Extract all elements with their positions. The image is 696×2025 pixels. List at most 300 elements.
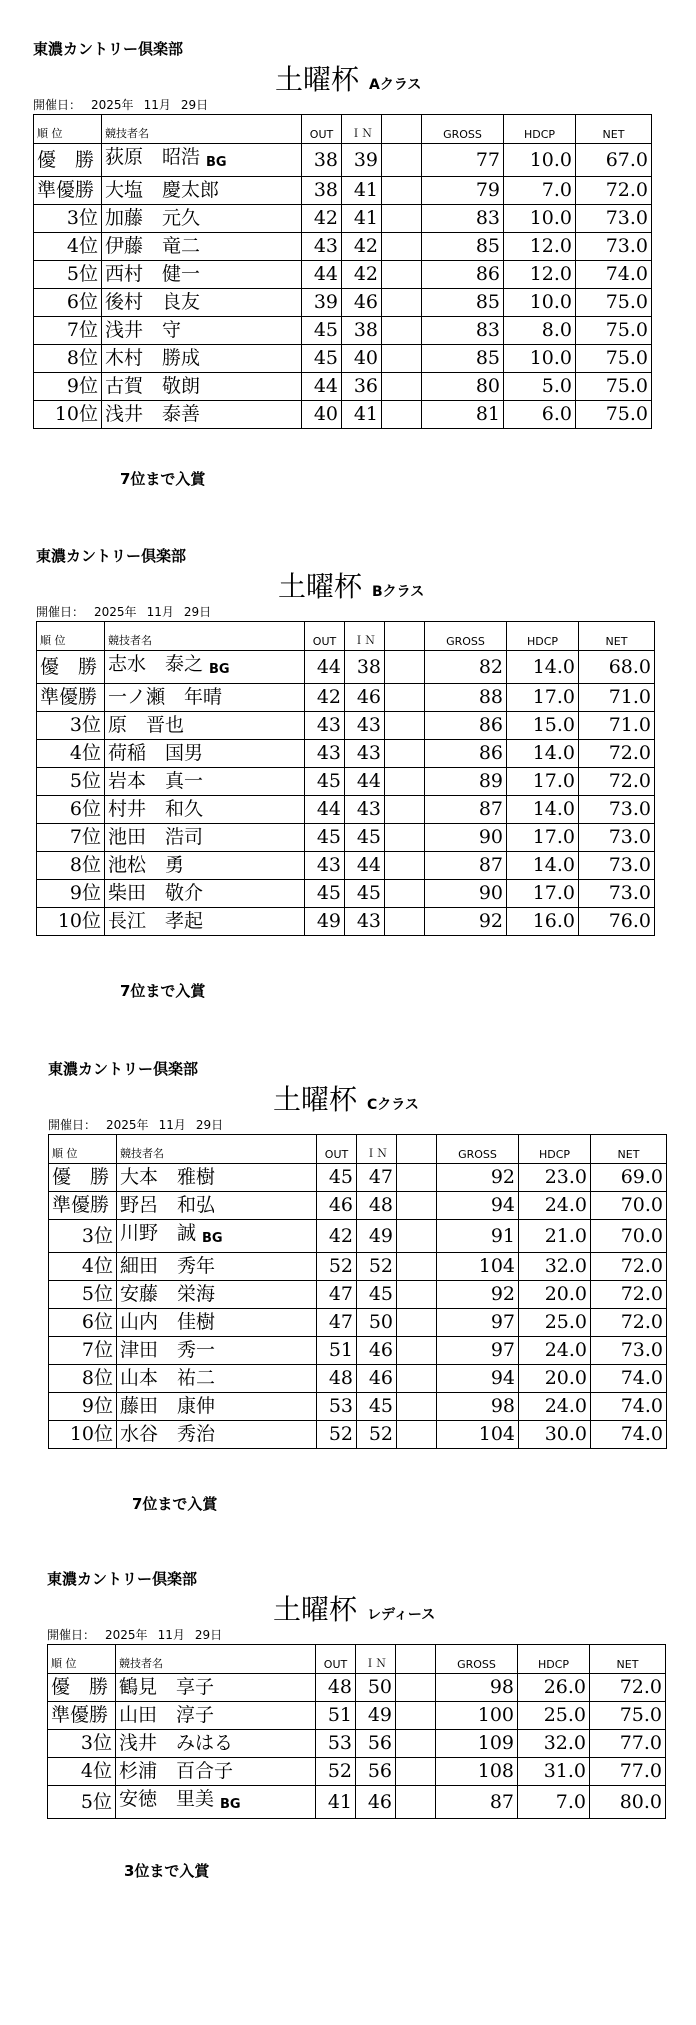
gross-cell: 85 bbox=[422, 289, 504, 317]
out-cell: 49 bbox=[305, 908, 345, 936]
net-cell: 80.0 bbox=[590, 1786, 666, 1819]
hdcp-cell: 26.0 bbox=[518, 1674, 590, 1702]
event-date bbox=[36, 603, 221, 620]
player-cell bbox=[102, 317, 302, 345]
class-label: Aクラス bbox=[369, 77, 422, 93]
rank-cell: 優 勝 bbox=[37, 651, 105, 684]
in-cell: 46 bbox=[357, 1365, 397, 1393]
bg-badge: BG bbox=[220, 1797, 241, 1812]
tournament-name: 土曜杯 bbox=[278, 570, 363, 603]
net-cell: 74.0 bbox=[591, 1421, 667, 1449]
rank-cell: 準優勝 bbox=[49, 1192, 117, 1220]
rank-cell: 8位 bbox=[49, 1365, 117, 1393]
player-name: 野呂 和弘 bbox=[120, 1194, 216, 1216]
blank-cell bbox=[382, 401, 422, 429]
net-cell: 72.0 bbox=[591, 1253, 667, 1281]
out-cell: 43 bbox=[305, 712, 345, 740]
header-hdcp: HDCP bbox=[507, 622, 579, 651]
player-name: 後村 良友 bbox=[105, 291, 201, 313]
table-row bbox=[34, 233, 652, 261]
out-cell: 52 bbox=[316, 1758, 356, 1786]
in-cell: 41 bbox=[342, 205, 382, 233]
rank-cell: 7位 bbox=[37, 824, 105, 852]
header-out: OUT bbox=[316, 1645, 356, 1674]
net-cell: 75.0 bbox=[590, 1702, 666, 1730]
net-cell: 74.0 bbox=[576, 261, 652, 289]
player-cell bbox=[105, 852, 305, 880]
rank-cell: 優 勝 bbox=[34, 144, 102, 177]
hdcp-cell: 10.0 bbox=[504, 144, 576, 177]
player-cell bbox=[102, 177, 302, 205]
table-row bbox=[49, 1281, 667, 1309]
date-month: 11月 bbox=[158, 1118, 186, 1132]
table-row bbox=[49, 1421, 667, 1449]
out-cell: 42 bbox=[305, 684, 345, 712]
gross-cell: 83 bbox=[422, 205, 504, 233]
header-gross: GROSS bbox=[422, 115, 504, 144]
blank-cell bbox=[397, 1365, 437, 1393]
rank-cell: 3位 bbox=[48, 1730, 116, 1758]
table-row bbox=[48, 1758, 666, 1786]
rank-cell: 10位 bbox=[34, 401, 102, 429]
hdcp-cell: 8.0 bbox=[504, 317, 576, 345]
header-gross: GROSS bbox=[436, 1645, 518, 1674]
hdcp-cell: 7.0 bbox=[518, 1786, 590, 1819]
hdcp-cell: 14.0 bbox=[507, 796, 579, 824]
rank-cell: 3位 bbox=[49, 1220, 117, 1253]
table-row bbox=[49, 1393, 667, 1421]
hdcp-cell: 24.0 bbox=[519, 1393, 591, 1421]
gross-cell: 94 bbox=[437, 1192, 519, 1220]
hdcp-cell: 6.0 bbox=[504, 401, 576, 429]
date-year: 2025年 bbox=[105, 1628, 148, 1642]
date-label: 開催日： bbox=[33, 98, 82, 112]
rank-cell: 4位 bbox=[37, 740, 105, 768]
club-name: 東濃カントリー倶楽部 bbox=[47, 1570, 198, 1588]
gross-cell: 87 bbox=[436, 1786, 518, 1819]
gross-cell: 97 bbox=[437, 1309, 519, 1337]
gross-cell: 86 bbox=[425, 712, 507, 740]
out-cell: 42 bbox=[317, 1220, 357, 1253]
hdcp-cell: 12.0 bbox=[504, 233, 576, 261]
player-cell bbox=[102, 345, 302, 373]
blank-cell bbox=[397, 1309, 437, 1337]
player-name: 古賀 敬朗 bbox=[105, 375, 201, 397]
gross-cell: 92 bbox=[437, 1281, 519, 1309]
in-cell: 45 bbox=[357, 1281, 397, 1309]
out-cell: 44 bbox=[302, 261, 342, 289]
player-cell bbox=[105, 768, 305, 796]
net-cell: 75.0 bbox=[576, 401, 652, 429]
in-cell: 52 bbox=[357, 1253, 397, 1281]
out-cell: 45 bbox=[305, 824, 345, 852]
gross-cell: 91 bbox=[437, 1220, 519, 1253]
table-row bbox=[34, 205, 652, 233]
blank-cell bbox=[385, 684, 425, 712]
out-cell: 53 bbox=[316, 1730, 356, 1758]
player-cell bbox=[116, 1758, 316, 1786]
table-row bbox=[34, 345, 652, 373]
header-net: NET bbox=[579, 622, 655, 651]
tournament-name: 土曜杯 bbox=[273, 1083, 358, 1116]
player-name: 池田 浩司 bbox=[108, 826, 204, 848]
hdcp-cell: 20.0 bbox=[519, 1281, 591, 1309]
header-in: ＩＮ bbox=[342, 115, 382, 144]
player-cell bbox=[102, 233, 302, 261]
hdcp-cell: 16.0 bbox=[507, 908, 579, 936]
player-name: 安藤 栄海 bbox=[120, 1283, 216, 1305]
player-name: 安徳 里美 bbox=[119, 1788, 215, 1810]
player-cell bbox=[102, 205, 302, 233]
player-cell bbox=[105, 824, 305, 852]
date-label: 開催日： bbox=[48, 1118, 97, 1132]
table-row bbox=[49, 1192, 667, 1220]
tournament-name: 土曜杯 bbox=[275, 63, 360, 96]
blank-cell bbox=[382, 373, 422, 401]
in-cell: 43 bbox=[345, 740, 385, 768]
hdcp-cell: 25.0 bbox=[518, 1702, 590, 1730]
net-cell: 72.0 bbox=[591, 1281, 667, 1309]
blank-cell bbox=[382, 144, 422, 177]
player-cell bbox=[117, 1192, 317, 1220]
hdcp-cell: 24.0 bbox=[519, 1192, 591, 1220]
in-cell: 43 bbox=[345, 908, 385, 936]
rank-cell: 3位 bbox=[37, 712, 105, 740]
date-year: 2025年 bbox=[94, 605, 137, 619]
player-cell bbox=[117, 1365, 317, 1393]
in-cell: 49 bbox=[356, 1702, 396, 1730]
player-name: 荷稲 国男 bbox=[108, 742, 204, 764]
out-cell: 44 bbox=[305, 796, 345, 824]
blank-cell bbox=[382, 317, 422, 345]
out-cell: 44 bbox=[302, 373, 342, 401]
player-cell bbox=[116, 1702, 316, 1730]
net-cell: 70.0 bbox=[591, 1192, 667, 1220]
player-cell bbox=[117, 1309, 317, 1337]
in-cell: 44 bbox=[345, 768, 385, 796]
table-row bbox=[37, 852, 655, 880]
out-cell: 43 bbox=[305, 740, 345, 768]
out-cell: 45 bbox=[302, 317, 342, 345]
out-cell: 38 bbox=[302, 177, 342, 205]
player-cell bbox=[102, 373, 302, 401]
in-cell: 38 bbox=[345, 651, 385, 684]
player-name: 鶴見 享子 bbox=[119, 1676, 215, 1698]
out-cell: 53 bbox=[317, 1393, 357, 1421]
player-cell bbox=[117, 1164, 317, 1192]
in-cell: 56 bbox=[356, 1758, 396, 1786]
prize-note: 7位まで入賞 bbox=[132, 1495, 218, 1513]
player-name: 一ノ瀬 年晴 bbox=[108, 686, 223, 708]
net-cell: 75.0 bbox=[576, 317, 652, 345]
table-row bbox=[34, 144, 652, 177]
blank-cell bbox=[382, 205, 422, 233]
out-cell: 51 bbox=[317, 1337, 357, 1365]
blank-cell bbox=[385, 796, 425, 824]
in-cell: 42 bbox=[342, 233, 382, 261]
rank-cell: 8位 bbox=[37, 852, 105, 880]
gross-cell: 98 bbox=[437, 1393, 519, 1421]
date-label: 開催日： bbox=[47, 1628, 96, 1642]
hdcp-cell: 17.0 bbox=[507, 824, 579, 852]
table-row bbox=[49, 1253, 667, 1281]
player-cell bbox=[117, 1220, 317, 1253]
net-cell: 74.0 bbox=[591, 1365, 667, 1393]
table-row bbox=[34, 261, 652, 289]
in-cell: 46 bbox=[345, 684, 385, 712]
hdcp-cell: 24.0 bbox=[519, 1337, 591, 1365]
table-row bbox=[37, 684, 655, 712]
blank-cell bbox=[385, 908, 425, 936]
in-cell: 36 bbox=[342, 373, 382, 401]
player-name: 山内 佳樹 bbox=[120, 1311, 216, 1333]
rank-cell: 準優勝 bbox=[48, 1702, 116, 1730]
net-cell: 73.0 bbox=[576, 233, 652, 261]
blank-cell bbox=[396, 1786, 436, 1819]
hdcp-cell: 32.0 bbox=[519, 1253, 591, 1281]
net-cell: 73.0 bbox=[579, 880, 655, 908]
table-header-row bbox=[49, 1135, 667, 1164]
rank-cell: 5位 bbox=[37, 768, 105, 796]
club-name: 東濃カントリー倶楽部 bbox=[36, 547, 187, 565]
gross-cell: 87 bbox=[425, 852, 507, 880]
out-cell: 47 bbox=[317, 1309, 357, 1337]
tournament-title bbox=[275, 58, 421, 98]
header-name: 競技者名 bbox=[116, 1645, 316, 1674]
net-cell: 75.0 bbox=[576, 289, 652, 317]
blank-cell bbox=[397, 1192, 437, 1220]
blank-cell bbox=[385, 768, 425, 796]
player-name: 岩本 真一 bbox=[108, 770, 204, 792]
player-cell bbox=[102, 261, 302, 289]
player-cell bbox=[116, 1730, 316, 1758]
gross-cell: 108 bbox=[436, 1758, 518, 1786]
header-out: OUT bbox=[305, 622, 345, 651]
table-row bbox=[48, 1674, 666, 1702]
hdcp-cell: 17.0 bbox=[507, 684, 579, 712]
blank-cell bbox=[382, 345, 422, 373]
net-cell: 68.0 bbox=[579, 651, 655, 684]
in-cell: 41 bbox=[342, 177, 382, 205]
rank-cell: 6位 bbox=[34, 289, 102, 317]
table-row bbox=[37, 768, 655, 796]
blank-cell bbox=[385, 824, 425, 852]
player-name: 西村 健一 bbox=[105, 263, 201, 285]
blank-cell bbox=[385, 651, 425, 684]
date-day: 29日 bbox=[194, 1628, 223, 1642]
class-label: Bクラス bbox=[372, 584, 425, 600]
player-name: 山本 祐二 bbox=[120, 1367, 216, 1389]
gross-cell: 109 bbox=[436, 1730, 518, 1758]
gross-cell: 92 bbox=[437, 1164, 519, 1192]
rank-cell: 4位 bbox=[48, 1758, 116, 1786]
class-label: Cクラス bbox=[367, 1097, 419, 1113]
player-cell bbox=[105, 684, 305, 712]
header-name: 競技者名 bbox=[102, 115, 302, 144]
in-cell: 52 bbox=[357, 1421, 397, 1449]
table-header-row bbox=[37, 622, 655, 651]
blank-cell bbox=[396, 1702, 436, 1730]
blank-cell bbox=[396, 1730, 436, 1758]
player-cell bbox=[117, 1393, 317, 1421]
header-rank: 順 位 bbox=[34, 115, 102, 144]
hdcp-cell: 10.0 bbox=[504, 345, 576, 373]
hdcp-cell: 10.0 bbox=[504, 289, 576, 317]
in-cell: 47 bbox=[357, 1164, 397, 1192]
in-cell: 46 bbox=[356, 1786, 396, 1819]
hdcp-cell: 30.0 bbox=[519, 1421, 591, 1449]
in-cell: 48 bbox=[357, 1192, 397, 1220]
player-cell bbox=[117, 1421, 317, 1449]
out-cell: 43 bbox=[302, 233, 342, 261]
out-cell: 52 bbox=[317, 1421, 357, 1449]
bg-badge: BG bbox=[209, 662, 230, 677]
results-table bbox=[48, 1134, 667, 1449]
table-row bbox=[48, 1786, 666, 1819]
net-cell: 72.0 bbox=[576, 177, 652, 205]
date-label: 開催日： bbox=[36, 605, 85, 619]
event-date bbox=[33, 96, 218, 113]
net-cell: 73.0 bbox=[579, 796, 655, 824]
gross-cell: 94 bbox=[437, 1365, 519, 1393]
player-name: 浅井 みはる bbox=[119, 1732, 234, 1754]
out-cell: 45 bbox=[317, 1164, 357, 1192]
results-table bbox=[36, 621, 655, 936]
header-in: ＩＮ bbox=[345, 622, 385, 651]
player-cell bbox=[105, 880, 305, 908]
table-row bbox=[48, 1702, 666, 1730]
date-year: 2025年 bbox=[106, 1118, 149, 1132]
player-name: 杉浦 百合子 bbox=[119, 1760, 234, 1782]
player-name: 藤田 康伸 bbox=[120, 1395, 216, 1417]
hdcp-cell: 31.0 bbox=[518, 1758, 590, 1786]
header-in: ＩＮ bbox=[357, 1135, 397, 1164]
header-net: NET bbox=[590, 1645, 666, 1674]
net-cell: 76.0 bbox=[579, 908, 655, 936]
net-cell: 73.0 bbox=[579, 852, 655, 880]
net-cell: 75.0 bbox=[576, 373, 652, 401]
rank-cell: 準優勝 bbox=[37, 684, 105, 712]
net-cell: 72.0 bbox=[579, 768, 655, 796]
table-row bbox=[37, 824, 655, 852]
blank-cell bbox=[385, 740, 425, 768]
table-row bbox=[49, 1164, 667, 1192]
out-cell: 52 bbox=[317, 1253, 357, 1281]
prize-note: 7位まで入賞 bbox=[120, 982, 206, 1000]
out-cell: 45 bbox=[302, 345, 342, 373]
rank-cell: 優 勝 bbox=[48, 1674, 116, 1702]
player-cell bbox=[117, 1337, 317, 1365]
out-cell: 48 bbox=[317, 1365, 357, 1393]
player-name: 水谷 秀治 bbox=[120, 1423, 216, 1445]
header-hdcp: HDCP bbox=[518, 1645, 590, 1674]
blank-cell bbox=[382, 177, 422, 205]
class-label: レディース bbox=[367, 1607, 436, 1623]
out-cell: 39 bbox=[302, 289, 342, 317]
in-cell: 41 bbox=[342, 401, 382, 429]
prize-note: 3位まで入賞 bbox=[124, 1862, 210, 1880]
hdcp-cell: 21.0 bbox=[519, 1220, 591, 1253]
blank-cell bbox=[396, 1758, 436, 1786]
net-cell: 73.0 bbox=[591, 1337, 667, 1365]
out-cell: 38 bbox=[302, 144, 342, 177]
player-name: 木村 勝成 bbox=[105, 347, 201, 369]
out-cell: 48 bbox=[316, 1674, 356, 1702]
tournament-title bbox=[273, 1588, 435, 1628]
date-month: 11月 bbox=[143, 98, 171, 112]
header-name: 競技者名 bbox=[117, 1135, 317, 1164]
tournament-name: 土曜杯 bbox=[273, 1593, 358, 1626]
tournament-title bbox=[273, 1078, 419, 1118]
out-cell: 45 bbox=[305, 880, 345, 908]
player-name: 伊藤 竜二 bbox=[105, 235, 201, 257]
player-name: 大本 雅樹 bbox=[120, 1166, 216, 1188]
rank-cell: 優 勝 bbox=[49, 1164, 117, 1192]
player-cell bbox=[117, 1281, 317, 1309]
rank-cell: 4位 bbox=[49, 1253, 117, 1281]
net-cell: 77.0 bbox=[590, 1730, 666, 1758]
in-cell: 45 bbox=[345, 824, 385, 852]
player-name: 池松 勇 bbox=[108, 854, 185, 876]
rank-cell: 8位 bbox=[34, 345, 102, 373]
player-cell bbox=[102, 289, 302, 317]
player-cell bbox=[102, 401, 302, 429]
header-blank bbox=[385, 622, 425, 651]
rank-cell: 9位 bbox=[34, 373, 102, 401]
player-cell bbox=[116, 1786, 316, 1819]
out-cell: 43 bbox=[305, 852, 345, 880]
header-net: NET bbox=[591, 1135, 667, 1164]
player-name: 浅井 泰善 bbox=[105, 403, 201, 425]
rank-cell: 6位 bbox=[37, 796, 105, 824]
player-name: 細田 秀年 bbox=[120, 1255, 216, 1277]
player-name: 村井 和久 bbox=[108, 798, 204, 820]
blank-cell bbox=[397, 1281, 437, 1309]
in-cell: 43 bbox=[345, 796, 385, 824]
hdcp-cell: 5.0 bbox=[504, 373, 576, 401]
blank-cell bbox=[382, 261, 422, 289]
blank-cell bbox=[385, 712, 425, 740]
in-cell: 50 bbox=[356, 1674, 396, 1702]
table-row bbox=[34, 401, 652, 429]
results-table bbox=[33, 114, 652, 429]
table-row bbox=[34, 317, 652, 345]
hdcp-cell: 23.0 bbox=[519, 1164, 591, 1192]
player-name: 大塩 慶太郎 bbox=[105, 179, 220, 201]
event-date bbox=[48, 1116, 233, 1133]
player-cell bbox=[105, 712, 305, 740]
in-cell: 50 bbox=[357, 1309, 397, 1337]
gross-cell: 89 bbox=[425, 768, 507, 796]
net-cell: 72.0 bbox=[591, 1309, 667, 1337]
gross-cell: 92 bbox=[425, 908, 507, 936]
player-cell bbox=[105, 908, 305, 936]
blank-cell bbox=[382, 233, 422, 261]
net-cell: 70.0 bbox=[591, 1220, 667, 1253]
rank-cell: 5位 bbox=[49, 1281, 117, 1309]
gross-cell: 81 bbox=[422, 401, 504, 429]
header-in: ＩＮ bbox=[356, 1645, 396, 1674]
rank-cell: 9位 bbox=[37, 880, 105, 908]
rank-cell: 6位 bbox=[49, 1309, 117, 1337]
gross-cell: 104 bbox=[437, 1253, 519, 1281]
player-cell bbox=[117, 1253, 317, 1281]
rank-cell: 5位 bbox=[34, 261, 102, 289]
in-cell: 39 bbox=[342, 144, 382, 177]
blank-cell bbox=[396, 1674, 436, 1702]
rank-cell: 5位 bbox=[48, 1786, 116, 1819]
gross-cell: 100 bbox=[436, 1702, 518, 1730]
